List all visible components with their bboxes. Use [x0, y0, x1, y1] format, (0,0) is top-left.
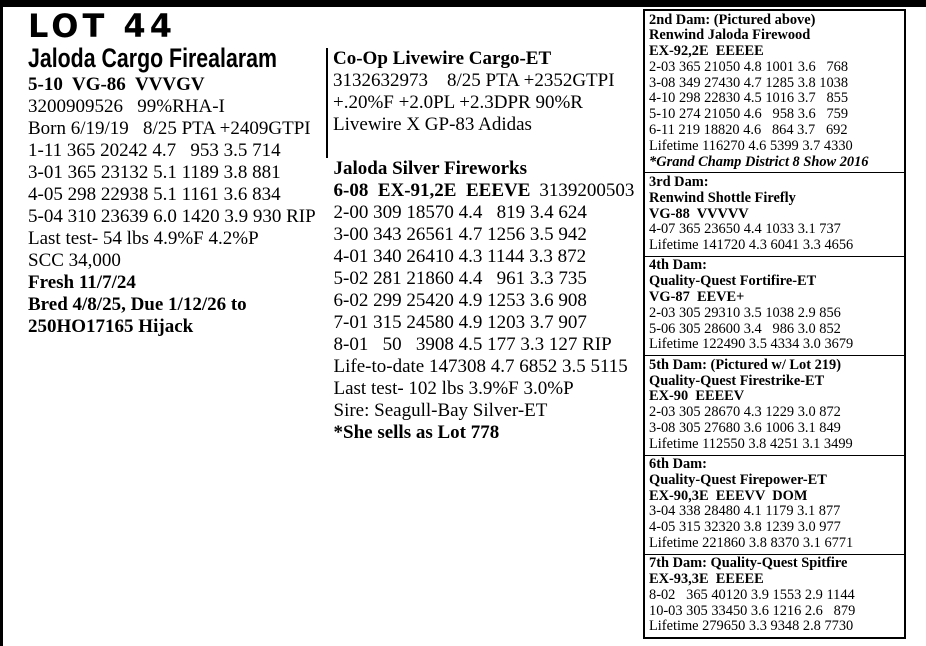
- sire-block: [326, 48, 642, 158]
- dam-section-score: EX-93,3E EEEEE: [649, 571, 764, 588]
- dam-section-7th: [645, 554, 904, 637]
- dam-last-test-line: Last test- 102 lbs 3.9%F 3.0%P: [333, 378, 574, 399]
- dam-lifetime-line: Life-to-date 147308 4.7 6852 3.5 5115: [333, 356, 628, 377]
- sire-pta-line: +.20%F +2.0PL +2.3DPR 90%R: [333, 92, 583, 113]
- dam-section-name: Renwind Shottle Firefly: [649, 189, 796, 206]
- animal-column: [28, 8, 330, 338]
- dam-section-heading: 7th Dam: Quality-Quest Spitfire: [649, 555, 848, 572]
- animal-name: Jaloda Cargo Firealaram: [28, 43, 277, 73]
- dam-section-record: 2-03 365 21050 4.8 1001 3.6 768: [649, 58, 849, 75]
- dam-section-6th: [645, 455, 904, 554]
- lot-number-title: LOT 44: [28, 7, 176, 45]
- dam-section-heading: 3rd Dam:: [649, 173, 709, 190]
- dam-section-record: Lifetime 116270 4.6 5399 3.7 4330: [649, 137, 853, 154]
- lactation-record: 5-04 310 23639 6.0 1420 3.9 930 RIP: [28, 206, 316, 227]
- left-border-rule: [0, 0, 3, 646]
- dam-section-record: 5-10 274 21050 4.6 958 3.6 759: [649, 106, 849, 123]
- dam-section-heading: 2nd Dam: (Pictured above): [649, 11, 816, 28]
- dam-lactation-record: 5-02 281 21860 4.4 961 3.3 735: [333, 268, 587, 289]
- dam-reg-number: 3139200503: [539, 180, 635, 201]
- dam-section-record: 8-02 365 40120 3.9 1553 2.9 1144: [649, 586, 855, 603]
- dam-section-heading: 6th Dam:: [649, 456, 707, 473]
- dam-section-3rd: [645, 172, 904, 255]
- dam-section-record: Lifetime 279650 3.3 9348 2.8 7730: [649, 618, 854, 635]
- dam-section-record: 10-03 305 33450 3.6 1216 2.6 879: [649, 602, 856, 619]
- dam-section-2nd: [645, 11, 904, 172]
- dam-section-record: 4-05 315 32320 3.8 1239 3.0 977: [649, 519, 841, 536]
- dam-section-score: EX-92,2E EEEEE: [649, 43, 764, 60]
- dam-section-record: Lifetime 112550 3.8 4251 3.1 3499: [649, 435, 853, 452]
- dam-score: 6-08 EX-91,2E EEEVE: [333, 180, 531, 201]
- dam-section-record: 3-08 349 27430 4.7 1285 3.8 1038: [649, 74, 849, 91]
- dam-section-score: VG-88 VVVVV: [649, 205, 749, 222]
- show-win-note: *Grand Champ District 8 Show 2016: [649, 153, 869, 170]
- animal-reg-line: 3200909526 99%RHA-I: [28, 96, 225, 117]
- top-border-rule: [0, 0, 926, 7]
- dam-lactation-record: 3-00 343 26561 4.7 1256 3.5 942: [333, 224, 587, 245]
- dam-section-record: 2-03 305 28670 4.3 1229 3.0 872: [649, 404, 841, 421]
- bred-due-line: Bred 4/8/25, Due 1/12/26 to: [28, 294, 247, 315]
- fresh-date-line: Fresh 11/7/24: [28, 272, 136, 293]
- dam-section-record: 3-08 305 27680 3.6 1006 3.1 849: [649, 419, 841, 436]
- lactation-record: 1-11 365 20242 4.7 953 3.5 714: [28, 140, 281, 161]
- dam-section-5th: [645, 355, 904, 454]
- dam-score-line: [334, 180, 643, 202]
- dam-section-name: Renwind Jaloda Firewood: [649, 27, 811, 44]
- dam-lactation-record: 4-01 340 26410 4.3 1144 3.3 872: [333, 246, 587, 267]
- dam-section-record: 6-11 219 18820 4.6 864 3.7 692: [649, 122, 848, 139]
- dam-section-score: VG-87 EEVE+: [649, 289, 745, 306]
- dam-section-name: Quality-Quest Fortifire-ET: [649, 273, 817, 290]
- dam-section-record: Lifetime 141720 4.3 6041 3.3 4656: [649, 237, 854, 254]
- last-test-line: Last test- 54 lbs 4.9%F 4.2%P: [28, 228, 259, 249]
- dam-section-heading: 5th Dam: (Pictured w/ Lot 219): [649, 356, 841, 373]
- dam-section-record: 4-07 365 23650 4.4 1033 3.1 737: [649, 221, 841, 238]
- dam-sale-note: *She sells as Lot 778: [333, 422, 500, 443]
- dam-block: [326, 158, 642, 444]
- sire-name: Co-Op Livewire Cargo-ET: [333, 48, 552, 69]
- dam-section-name: Quality-Quest Firepower-ET: [649, 471, 827, 488]
- pedigree-column: [326, 48, 642, 444]
- sire-cross-line: Livewire X GP-83 Adidas: [333, 114, 532, 135]
- dam-section-heading: 4th Dam:: [649, 257, 707, 274]
- lactation-record: 3-01 365 23132 5.1 1189 3.8 881: [28, 162, 281, 183]
- dam-section-name: Quality-Quest Firestrike-ET: [649, 372, 825, 389]
- dam-lactation-record: 7-01 315 24580 4.9 1203 3.7 907: [333, 312, 587, 333]
- service-sire-line: 250HO17165 Hijack: [28, 316, 194, 337]
- dam-section-record: 4-10 298 22830 4.5 1016 3.7 855: [649, 90, 849, 107]
- dam-section-score: EX-90 EEEEV: [649, 388, 745, 405]
- dam-lactation-record: 2-00 309 18570 4.4 819 3.4 624: [333, 202, 587, 223]
- dam-section-record: 3-04 338 28480 4.1 1179 3.1 877: [649, 503, 841, 520]
- dam-sire-line: Sire: Seagull-Bay Silver-ET: [333, 400, 548, 421]
- dam-name: Jaloda Silver Fireworks: [333, 158, 528, 179]
- dam-lactation-record: 6-02 299 25420 4.9 1253 3.6 908: [333, 290, 587, 311]
- dam-section-record: Lifetime 122490 3.5 4334 3.0 3679: [649, 336, 854, 353]
- maternal-line-box: [643, 9, 906, 639]
- animal-born-line: Born 6/19/19 8/25 PTA +2409GTPI: [28, 118, 311, 139]
- sire-reg-line: 3132632973 8/25 PTA +2352GTPI: [333, 70, 615, 91]
- scc-line: SCC 34,000: [28, 250, 121, 271]
- dam-section-record: 5-06 305 28600 3.4 986 3.0 852: [649, 320, 841, 337]
- dam-section-score: EX-90,3E EEEVV DOM: [649, 487, 808, 504]
- dam-section-record: Lifetime 221860 3.8 8370 3.1 6771: [649, 535, 854, 551]
- animal-score-line: 5-10 VG-86 VVVGV: [28, 74, 205, 95]
- dam-lactation-record: 8-01 50 3908 4.5 177 3.3 127 RIP: [333, 334, 612, 355]
- dam-section-4th: [645, 256, 904, 355]
- lactation-record: 4-05 298 22938 5.1 1161 3.6 834: [28, 184, 281, 205]
- dam-section-record: 2-03 305 29310 3.5 1038 2.9 856: [649, 304, 841, 321]
